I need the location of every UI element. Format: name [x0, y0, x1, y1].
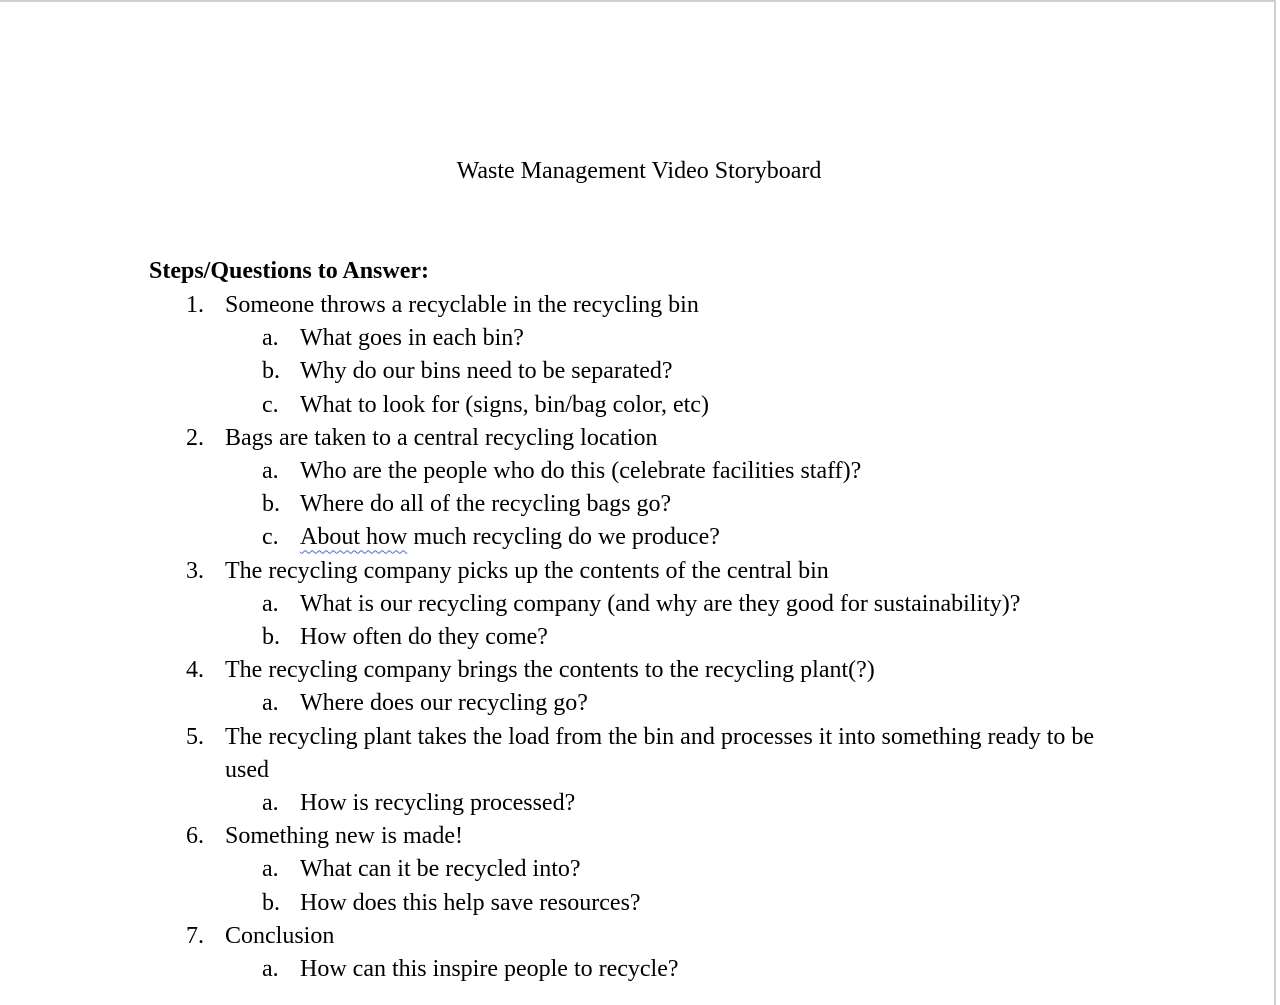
step-number: 3.: [186, 557, 204, 584]
step-3: [149, 555, 1139, 588]
subitem-text: What can it be recycled into?: [300, 856, 581, 883]
storyboard-outline: [149, 289, 1139, 986]
subitem-text: Where do all of the recycling bags go?: [300, 491, 672, 518]
step-1-subitem-b: [149, 355, 1139, 388]
subitem-text: much recycling do we produce?: [407, 524, 720, 551]
step-text: Conclusion: [225, 922, 335, 949]
step-3-subitem-b: [149, 621, 1139, 654]
step-3-subitem-a: [149, 588, 1139, 621]
step-text: The recycling company picks up the contents of the central bin: [225, 557, 829, 584]
subitem-letter: a.: [262, 956, 279, 983]
step-2-subitem-a: [149, 455, 1139, 488]
subitem-text: What to look for (signs, bin/bag color, etc): [300, 391, 709, 418]
subitem-letter: a.: [262, 325, 279, 352]
subitem-letter: c.: [262, 524, 279, 551]
step-2-subitem-c: [149, 521, 1139, 554]
step-6-subitem-b: [149, 887, 1139, 920]
step-number: 5.: [186, 723, 204, 750]
subitem-text: How can this inspire people to recycle?: [300, 956, 679, 983]
subitem-letter: a.: [262, 790, 279, 817]
subitem-letter: a.: [262, 690, 279, 717]
step-4: [149, 654, 1139, 687]
step-text: Someone throws a recyclable in the recycling bin: [225, 292, 699, 318]
step-7-subitem-a: [149, 953, 1139, 986]
step-text: The recycling company brings the contents to the recycling plant(?): [225, 657, 875, 684]
section-heading: Steps/Questions to Answer:: [149, 258, 430, 284]
subitem-letter: c.: [262, 391, 279, 418]
subitem-text: Why do our bins need to be separated?: [300, 358, 673, 385]
step-2-subitem-b: [149, 488, 1139, 521]
document-title: Waste Management Video Storyboard: [456, 158, 822, 184]
subitem-letter: a.: [262, 458, 279, 485]
subitem-text: Where does our recycling go?: [300, 690, 588, 717]
step-number: 7.: [186, 922, 204, 949]
subitem-text: How does this help save resources?: [300, 889, 641, 916]
step-5-subitem-a: [149, 787, 1139, 820]
step-6-subitem-a: [149, 853, 1139, 886]
step-1-subitem-c: [149, 389, 1139, 422]
step-1-subitem-a: [149, 322, 1139, 355]
step-4-subitem-a: [149, 687, 1139, 720]
subitem-letter: b.: [262, 491, 280, 518]
subitem-letter: a.: [262, 856, 279, 883]
subitem-text: Who are the people who do this (celebrate facilities staff)?: [300, 458, 862, 485]
step-number: 2.: [186, 424, 204, 451]
step-1: [149, 289, 1139, 322]
step-number: 4.: [186, 657, 204, 684]
subitem-text: How is recycling processed?: [300, 790, 576, 817]
step-text: Bags are taken to a central recycling location: [225, 424, 658, 451]
step-6: [149, 820, 1139, 853]
subitem-letter: b.: [262, 624, 280, 651]
step-2: [149, 422, 1139, 455]
subitem-text: What goes in each bin?: [300, 325, 524, 352]
subitem-text: What is our recycling company (and why are they good for sustainability)?: [300, 590, 1021, 617]
step-text: The recycling plant takes the load from the bin and processes it into something ready to be used: [225, 723, 1095, 783]
subitem-letter: b.: [262, 889, 280, 916]
step-text: Something new is made!: [225, 823, 463, 850]
spellcheck-flagged-text[interactable]: About how: [300, 524, 408, 551]
step-7: [149, 920, 1139, 953]
subitem-text: How often do they come?: [300, 624, 548, 651]
step-number: 1.: [186, 292, 204, 318]
step-5: [149, 721, 1139, 787]
step-number: 6.: [186, 823, 204, 850]
subitem-letter: b.: [262, 358, 280, 385]
subitem-letter: a.: [262, 590, 279, 617]
